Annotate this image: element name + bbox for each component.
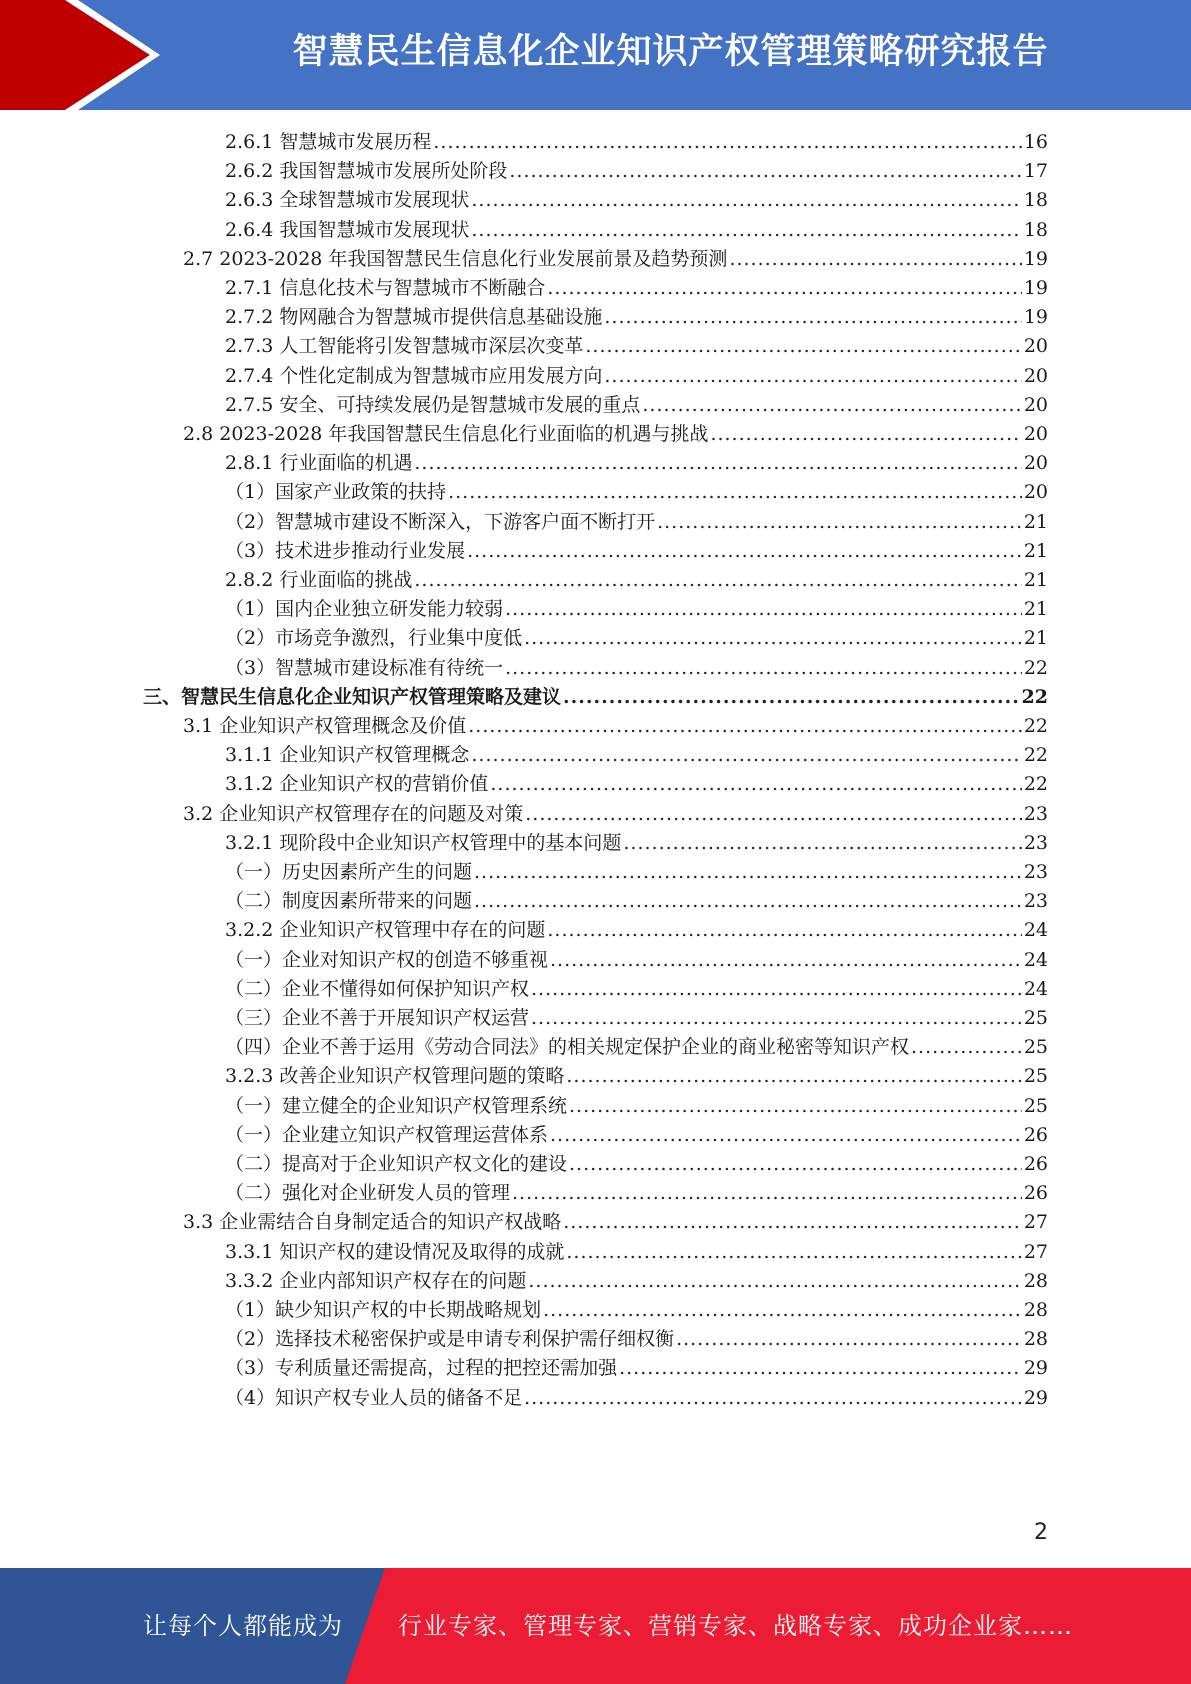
toc-entry-page: 23 [1023, 831, 1048, 854]
toc-entry[interactable] [143, 682, 1048, 713]
toc-entry[interactable] [225, 945, 1048, 976]
toc-leader-dots [585, 331, 1021, 362]
toc-entry[interactable] [225, 477, 1048, 508]
toc-leader-dots [531, 974, 1022, 1005]
toc-entry-label: 2.6.4 我国智慧城市发展现状 [225, 218, 470, 241]
footer-slogan-left: 让每个人都能成为 [143, 1612, 343, 1640]
toc-leader-dots [604, 302, 1021, 333]
toc-entry-label: （三）企业不善于开展知识产权运营 [225, 1007, 530, 1029]
toc-leader-dots [467, 536, 1022, 567]
toc-leader-dots [642, 390, 1021, 421]
toc-entry-page: 22 [1023, 744, 1048, 767]
toc-leader-dots [525, 799, 1022, 830]
toc-entry[interactable] [225, 1178, 1048, 1209]
toc-leader-dots [657, 507, 1022, 538]
toc-entry-label: （一）企业对知识产权的创造不够重视 [225, 948, 549, 971]
toc-entry[interactable] [183, 419, 1048, 450]
toc-entry-page: 23 [1023, 861, 1048, 883]
toc-entry-page: 29 [1023, 1357, 1048, 1380]
toc-leader-dots [550, 1120, 1022, 1151]
toc-entry-page: 21 [1023, 627, 1048, 650]
toc-entry-page: 22 [1023, 715, 1048, 737]
toc-leader-dots [619, 1353, 1022, 1384]
toc-entry-label: （二）企业不懂得如何保护知识产权 [225, 977, 530, 1000]
toc-entry-label: 2.7.3 人工智能将引发智慧城市深层次变革 [225, 335, 584, 358]
toc-entry-page: 20 [1023, 364, 1048, 387]
toc-entry-label: 2.7.2 物网融合为智慧城市提供信息基础设施 [225, 306, 603, 329]
toc-entry-page: 16 [1023, 131, 1048, 153]
toc-entry-page: 20 [1023, 335, 1048, 358]
toc-entry-label: 3.2.1 现阶段中企业知识产权管理中的基本问题 [225, 831, 622, 854]
toc-entry-label: 3.2.3 改善企业知识产权管理问题的策略 [225, 1065, 565, 1088]
toc-entry-label: （2）选择技术秘密保护或是申请专利保护需仔细权衡 [225, 1328, 675, 1351]
toc-leader-dots [490, 769, 1021, 800]
toc-entry-page: 26 [1023, 1153, 1048, 1175]
toc-entry-page: 25 [1023, 1094, 1048, 1117]
toc-leader-dots [729, 244, 1021, 275]
toc-leader-dots [414, 565, 1021, 596]
toc-leader-dots [414, 448, 1021, 479]
toc-entry[interactable] [225, 915, 1048, 946]
toc-entry[interactable] [225, 1061, 1048, 1092]
toc-leader-dots [569, 1149, 1022, 1180]
toc-leader-dots [471, 215, 1021, 246]
toc-entry[interactable] [225, 1003, 1048, 1034]
toc-entry-label: 3.1.2 企业知识产权的营销价值 [225, 773, 489, 796]
toc-leader-dots [531, 1003, 1022, 1034]
toc-entry[interactable] [183, 1207, 1048, 1238]
toc-leader-dots [474, 886, 1022, 917]
toc-entry[interactable] [225, 536, 1048, 567]
toc-entry-label: 2.8.2 行业面临的挑战 [225, 569, 413, 591]
toc-entry-label: （2）市场竞争激烈，行业集中度低 [225, 627, 523, 650]
toc-leader-dots [550, 945, 1022, 976]
toc-leader-dots [509, 156, 1021, 187]
toc-entry[interactable] [225, 507, 1048, 538]
toc-leader-dots [524, 1383, 1022, 1414]
toc-entry-page: 20 [1023, 423, 1048, 445]
toc-entry[interactable] [225, 331, 1048, 362]
toc-entry[interactable] [225, 565, 1048, 596]
toc-entry-label: 3.1 企业知识产权管理概念及价值 [183, 715, 467, 737]
toc-entry-page: 25 [1023, 1007, 1048, 1029]
toc-leader-dots [505, 594, 1022, 625]
toc-entry-label: 2.6.2 我国智慧城市发展所处阶段 [225, 160, 508, 183]
toc-entry-label: 2.6.1 智慧城市发展历程 [225, 131, 432, 153]
toc-entry-label: （一）历史因素所产生的问题 [225, 861, 473, 883]
toc-entry-label: （1）国内企业独立研发能力较弱 [225, 598, 504, 621]
toc-entry[interactable] [225, 1237, 1048, 1268]
toc-entry[interactable] [225, 302, 1048, 333]
toc-leader-dots [911, 1032, 1022, 1063]
toc-entry-label: （1）国家产业政策的扶持 [225, 481, 447, 504]
page-number: 2 [1034, 1520, 1048, 1545]
toc-entry-label: （3）智慧城市建设标准有待统一 [225, 656, 504, 679]
toc-entry-label: 2.8 2023-2028 年我国智慧民生信息化行业面临的机遇与挑战 [183, 423, 709, 445]
toc-entry[interactable] [183, 799, 1048, 830]
toc-entry-label: 3.2 企业知识产权管理存在的问题及对策 [183, 802, 524, 825]
toc-entry[interactable] [225, 857, 1048, 888]
toc-entry[interactable] [225, 653, 1048, 684]
toc-entry[interactable] [183, 244, 1048, 275]
toc-entry-page: 21 [1023, 569, 1048, 591]
toc-leader-dots [471, 185, 1021, 216]
toc-entry-page: 28 [1023, 1269, 1048, 1292]
toc-entry[interactable] [225, 594, 1048, 625]
toc-leader-dots [547, 915, 1021, 946]
toc-entry-page: 18 [1023, 218, 1048, 241]
toc-entry-label: 2.7.4 个性化定制成为智慧城市应用发展方向 [225, 364, 603, 387]
toc-leader-dots [512, 1178, 1022, 1209]
toc-leader-dots [676, 1324, 1022, 1355]
toc-leader-dots [474, 857, 1022, 888]
toc-entry-page: 22 [1021, 685, 1048, 708]
toc-entry[interactable] [225, 1295, 1048, 1326]
toc-entry-page: 24 [1023, 948, 1048, 971]
toc-entry-page: 19 [1023, 277, 1048, 299]
footer-slogan-right: 行业专家、管理专家、营销专家、战略专家、成功企业家…… [398, 1612, 1073, 1640]
toc-entry[interactable] [225, 1353, 1048, 1384]
toc-entry[interactable] [225, 127, 1048, 158]
toc-entry[interactable] [225, 215, 1048, 246]
toc-entry[interactable] [225, 1120, 1048, 1151]
toc-entry-page: 21 [1023, 510, 1048, 533]
toc-entry-page: 21 [1023, 598, 1048, 621]
toc-entry-label: （3）技术进步推动行业发展 [225, 539, 466, 562]
toc-entry-page: 27 [1023, 1240, 1048, 1263]
page-footer [0, 1568, 1191, 1684]
header-red-chevron [0, 0, 150, 110]
toc-entry-page: 21 [1023, 539, 1048, 562]
toc-entry-page: 20 [1023, 481, 1048, 504]
toc-entry-label: 2.7.1 信息化技术与智慧城市不断融合 [225, 277, 546, 299]
toc-entry-label: （四）企业不善于运用《劳动合同法》的相关规定保护企业的商业秘密等知识产权 [225, 1036, 910, 1059]
toc-entry-label: 3.3.1 知识产权的建设情况及取得的成就 [225, 1240, 565, 1263]
report-title: 智慧民生信息化企业知识产权管理策略研究报告 [292, 32, 1049, 72]
toc-entry[interactable] [225, 448, 1048, 479]
toc-leader-dots [566, 1237, 1021, 1268]
toc-entry[interactable] [225, 828, 1048, 859]
toc-entry-page: 23 [1023, 890, 1048, 913]
toc-leader-dots [566, 1061, 1021, 1092]
toc-entry-label: 3.3 企业需结合自身制定适合的知识产权战略 [183, 1211, 562, 1234]
toc-entry-page: 20 [1023, 452, 1048, 475]
toc-entry-label: （3）专利质量还需提高，过程的把控还需加强 [225, 1357, 618, 1380]
toc-entry-page: 24 [1023, 977, 1048, 1000]
toc-entry[interactable] [225, 1149, 1048, 1180]
toc-entry[interactable] [225, 1091, 1048, 1122]
toc-entry[interactable] [225, 273, 1048, 304]
toc-entry-page: 19 [1023, 247, 1048, 270]
toc-entry[interactable] [225, 361, 1048, 392]
toc-entry-page: 22 [1023, 773, 1048, 796]
toc-entry-page: 28 [1023, 1299, 1048, 1321]
toc-entry[interactable] [225, 769, 1048, 800]
toc-entry-page: 20 [1023, 393, 1048, 416]
toc-leader-dots [623, 828, 1021, 859]
toc-entry-label: 2.6.3 全球智慧城市发展现状 [225, 189, 470, 212]
toc-leader-dots [710, 419, 1021, 450]
toc-leader-dots [547, 273, 1021, 304]
toc-entry[interactable] [225, 156, 1048, 187]
toc-entry-page: 19 [1023, 306, 1048, 329]
toc-leader-dots [563, 1207, 1022, 1238]
toc-entry[interactable] [225, 623, 1048, 654]
toc-entry-page: 18 [1023, 189, 1048, 212]
toc-entry-page: 25 [1023, 1065, 1048, 1088]
toc-entry-page: 17 [1023, 160, 1048, 183]
toc-entry[interactable] [225, 886, 1048, 917]
toc-entry[interactable] [183, 711, 1048, 742]
toc-entry[interactable] [225, 1383, 1048, 1414]
toc-entry-label: 2.7 2023-2028 年我国智慧民生信息化行业发展前景及趋势预测 [183, 247, 728, 270]
toc-entry-label: 3.2.2 企业知识产权管理中存在的问题 [225, 919, 546, 942]
toc-leader-dots [505, 653, 1022, 684]
toc-leader-dots [433, 127, 1021, 158]
toc-entry-label: 2.7.5 安全、可持续发展仍是智慧城市发展的重点 [225, 393, 641, 416]
toc-leader-dots [448, 477, 1022, 508]
toc-entry-label: 2.8.1 行业面临的机遇 [225, 452, 413, 475]
toc-entry-page: 23 [1023, 802, 1048, 825]
toc-entry[interactable] [225, 185, 1048, 216]
toc-leader-dots [569, 1091, 1022, 1122]
toc-entry-page: 25 [1023, 1036, 1048, 1059]
toc-entry-page: 29 [1023, 1386, 1048, 1409]
toc-entry-page: 26 [1023, 1182, 1048, 1205]
toc-leader-dots [528, 1266, 1021, 1297]
toc-entry-label: （1）缺少知识产权的中长期战略规划 [225, 1299, 542, 1321]
toc-entry-page: 22 [1023, 656, 1048, 679]
page-header [0, 0, 1191, 110]
toc-leader-dots [563, 682, 1020, 713]
toc-entry-label: （二）强化对企业研发人员的管理 [225, 1182, 511, 1205]
toc-leader-dots [524, 623, 1022, 654]
toc-entry[interactable] [225, 1032, 1048, 1063]
toc-entry-page: 28 [1023, 1328, 1048, 1351]
toc-leader-dots [604, 361, 1021, 392]
toc-leader-dots [543, 1295, 1022, 1326]
toc-entry[interactable] [225, 740, 1048, 771]
toc-entry-label: 3.3.2 企业内部知识产权存在的问题 [225, 1269, 527, 1292]
toc-entry-label: 三、智慧民生信息化企业知识产权管理策略及建议 [143, 685, 562, 708]
toc-entry-page: 27 [1023, 1211, 1048, 1234]
toc-leader-dots [468, 711, 1022, 742]
toc-entry-label: （4）知识产权专业人员的储备不足 [225, 1386, 523, 1409]
toc-entry-label: （一）建立健全的企业知识产权管理系统 [225, 1094, 568, 1117]
toc-entry-label: 3.1.1 企业知识产权管理概念 [225, 744, 470, 767]
toc-entry-label: （二）制度因素所带来的问题 [225, 890, 473, 913]
toc-entry-label: （二）提高对于企业知识产权文化的建设 [225, 1153, 568, 1175]
toc-entry-label: （2）智慧城市建设不断深入，下游客户面不断打开 [225, 510, 656, 533]
toc-entry-label: （一）企业建立知识产权管理运营体系 [225, 1123, 549, 1146]
toc-entry[interactable] [225, 974, 1048, 1005]
toc-entry-page: 26 [1023, 1123, 1048, 1146]
toc-entry[interactable] [225, 390, 1048, 421]
toc-entry[interactable] [225, 1266, 1048, 1297]
toc-entry-page: 24 [1023, 919, 1048, 942]
toc-leader-dots [471, 740, 1021, 771]
toc-entry[interactable] [225, 1324, 1048, 1355]
